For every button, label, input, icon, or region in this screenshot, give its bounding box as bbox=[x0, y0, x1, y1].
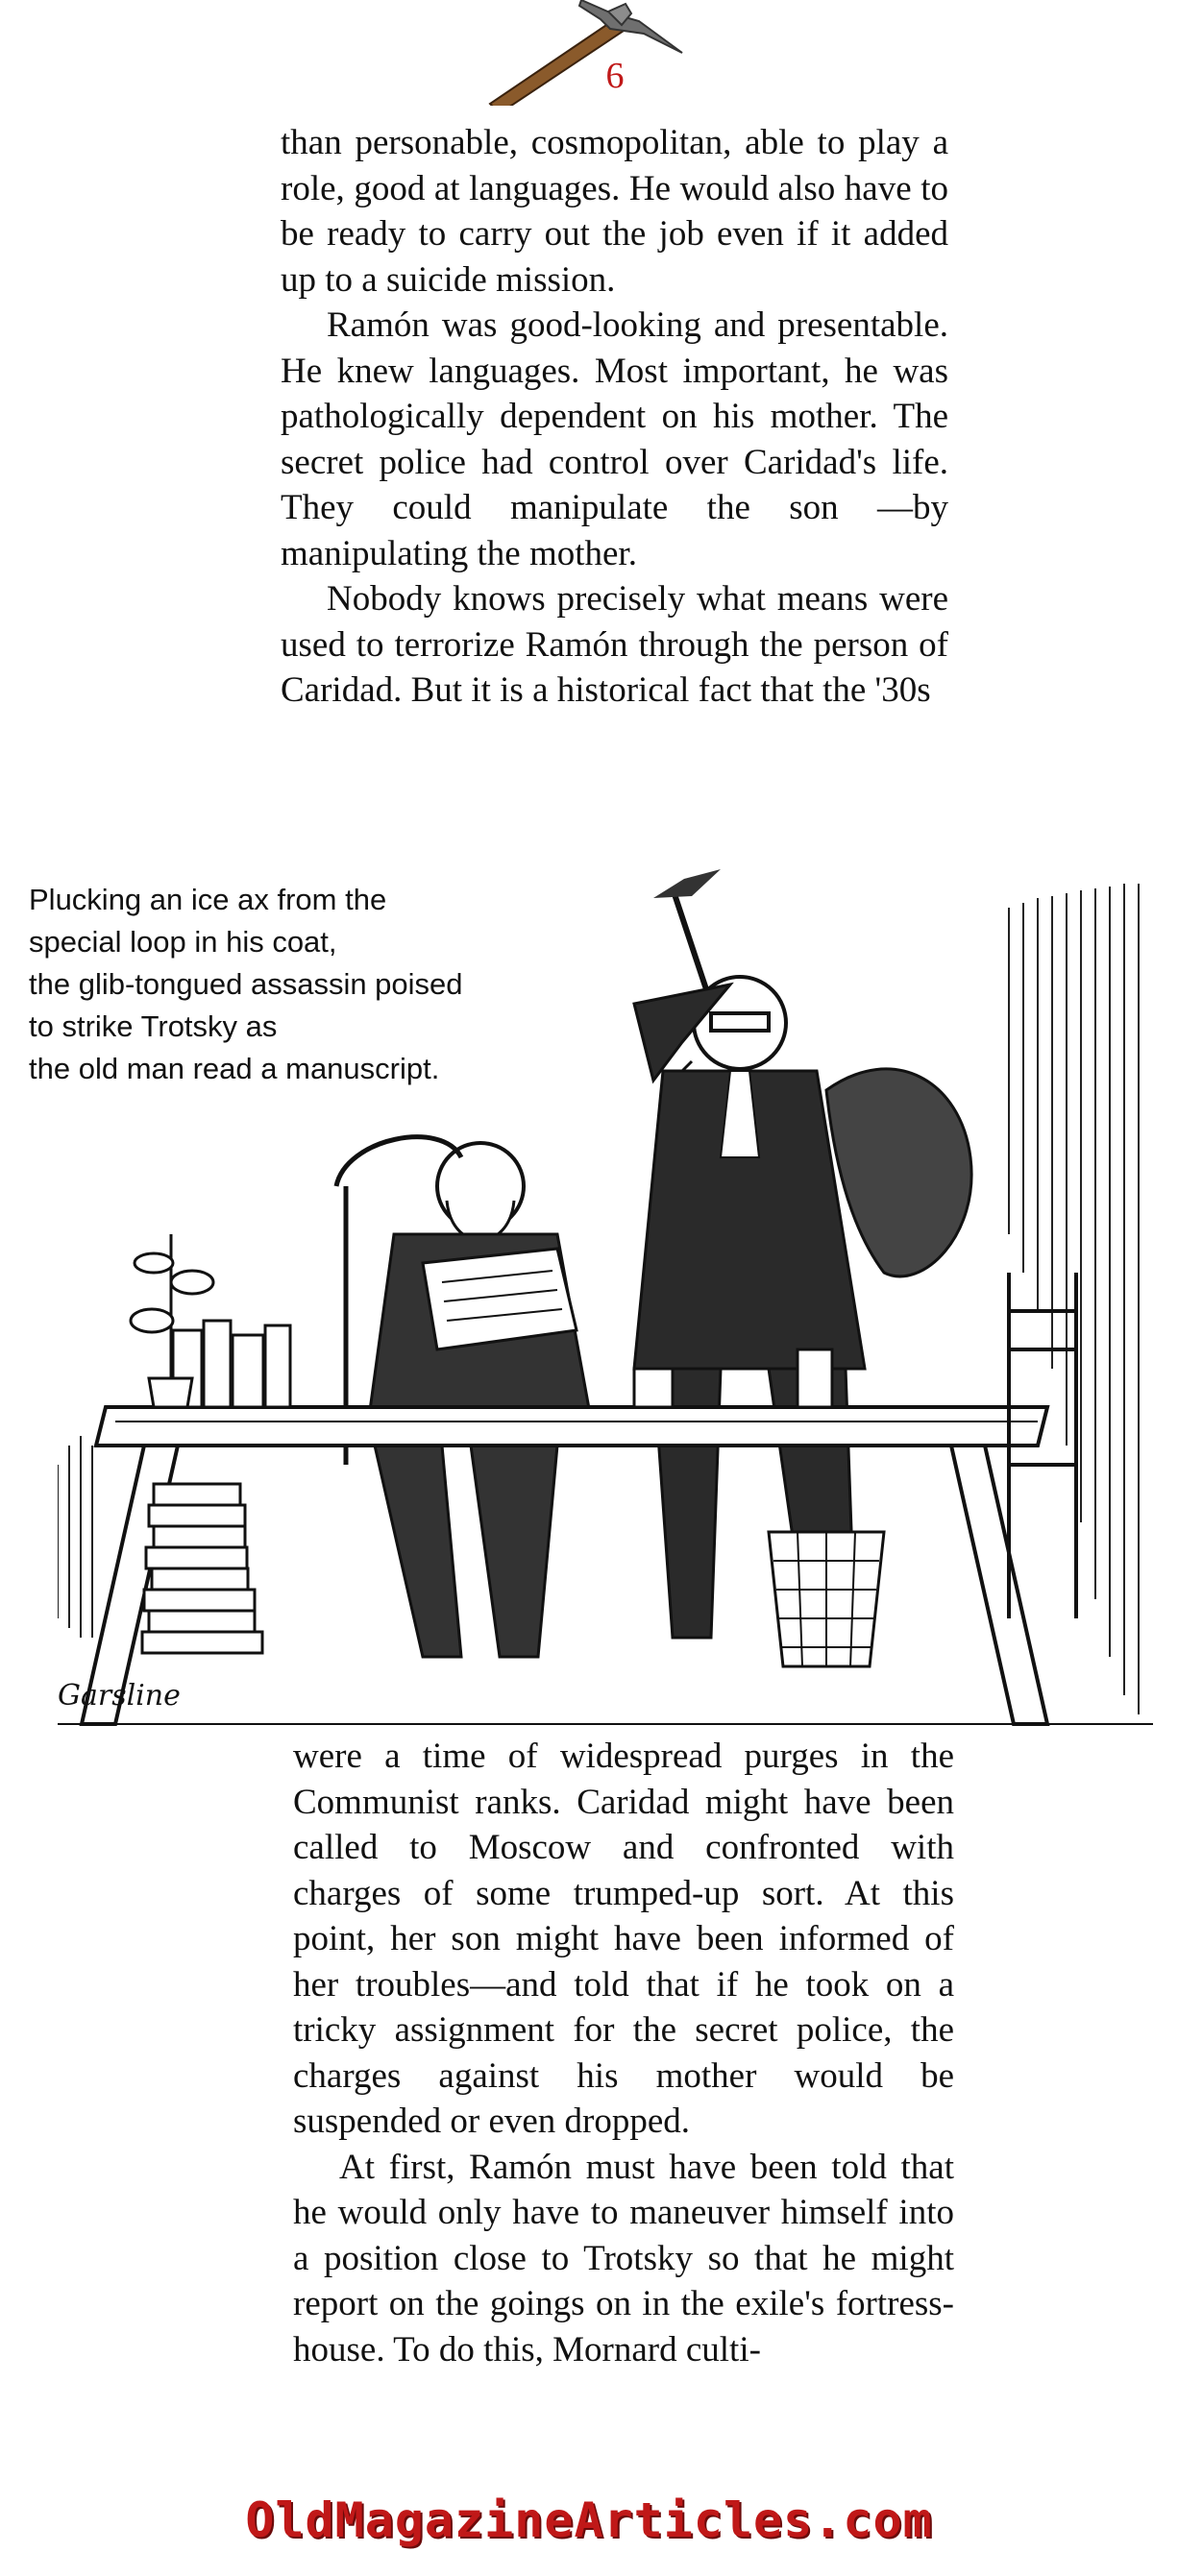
caption-line: to strike Trotsky as bbox=[29, 1009, 278, 1043]
caption-line: the old man read a manuscript. bbox=[29, 1052, 440, 1085]
page-header bbox=[0, 0, 1178, 115]
paragraph-4: were a time of widespread purges in the Communist ranks. Caridad might have been called to Moscow and confronted with charges of some trumped-up sort. At this point, her son might have been informed of her troubles—and told that if he took on a tricky assignment for the secret police, the charges against his mother would be suspended or even dropped. bbox=[293, 1737, 954, 2141]
caption-line: special loop in his coat, bbox=[29, 925, 337, 959]
article-column-top bbox=[281, 120, 948, 714]
paragraph-1: than personable, cosmopolitan, able to play a role, good at languages. He would also have to be ready to carry out the job even if it added up to a suicide mission. bbox=[281, 123, 948, 300]
paragraph-2: Ramón was good-looking and presentable. He knew languages. Most important, he was pathologically dependent on his mother. The secret police had control over Caridad's life. They could manipulate the son —by manipulating the mother. bbox=[281, 305, 948, 573]
caption-line: the glib-tongued assassin poised bbox=[29, 967, 463, 1001]
paragraph-5: At first, Ramón must have been told that he would only have to maneuver himself into a position close to Trotsky so that he might report on the goings on in the exile's fortress-house. To do this, Mornard culti- bbox=[293, 2147, 954, 2369]
illustration-caption bbox=[29, 879, 528, 1090]
caption-line: Plucking an ice ax from the bbox=[29, 883, 387, 916]
page-number: 6 bbox=[605, 56, 625, 96]
article-column-bottom bbox=[293, 1734, 954, 2372]
artist-signature: Garsline bbox=[58, 1679, 181, 1713]
paragraph-3: Nobody knows precisely what means were used to terrorize Ramón through the person of Caridad. But it is a historical fact that the '30s bbox=[281, 579, 948, 710]
site-watermark[interactable]: OldMagazineArticles.com bbox=[245, 2492, 933, 2548]
